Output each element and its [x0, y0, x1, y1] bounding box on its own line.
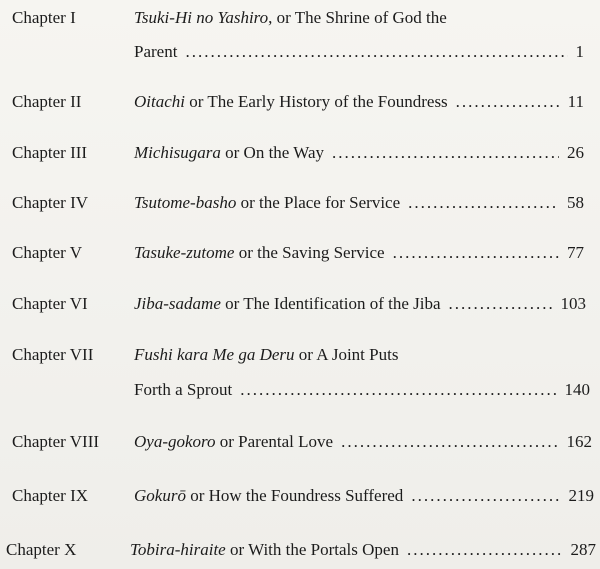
toc-page-number: 219: [568, 486, 594, 505]
dot-leader: [407, 540, 563, 560]
dot-leader: [456, 92, 560, 112]
toc-page-number: 287: [570, 540, 596, 559]
toc-title-japanese: Fushi kara Me ga Deru: [134, 345, 295, 364]
toc-title-english: or On the Way: [220, 143, 325, 162]
dot-leader: [341, 432, 558, 452]
toc-entry-row: [134, 42, 584, 62]
toc-chapter-label: Chapter I: [12, 8, 76, 27]
toc-entry-row: [134, 143, 584, 163]
toc-page-number: 58: [567, 193, 584, 212]
toc-title-english: or the Saving Service: [234, 243, 385, 262]
toc-title-english: or Parental Love: [215, 432, 334, 451]
toc-title-english: , or The Shrine of God the: [268, 8, 447, 27]
toc-page-number: 77: [567, 243, 584, 262]
toc-entry-row: [134, 193, 584, 213]
toc-title-japanese: Gokurō: [134, 486, 186, 505]
toc-title-english: or the Place for Service: [236, 193, 401, 212]
toc-entry-row: [130, 540, 596, 560]
toc-chapter-label: Chapter III: [12, 143, 88, 162]
toc-entry-row: [134, 432, 592, 452]
toc-title-japanese: Tsutome-basho: [134, 193, 237, 212]
dot-leader: [408, 193, 559, 213]
toc-title-english: or A Joint Puts: [294, 345, 399, 364]
dot-leader: [393, 243, 559, 263]
toc-entry-row: [134, 380, 590, 400]
toc-title-japanese: Oitachi: [134, 92, 185, 111]
dot-leader: [240, 380, 556, 400]
toc-title-japanese: Jiba-sadame: [134, 294, 221, 313]
toc-title-japanese: Michisugara: [134, 143, 221, 162]
toc-page-number: 103: [560, 294, 586, 313]
toc-entry-row: [134, 92, 584, 112]
toc-page-number: 162: [566, 432, 592, 451]
dot-leader: [411, 486, 560, 506]
toc-title-english: or The Identification of the Jiba: [220, 294, 441, 313]
toc-page-number: 26: [567, 143, 584, 162]
toc-page-number: 11: [567, 92, 584, 111]
toc-title-continued: Forth a Sprout: [134, 380, 233, 399]
toc-title-english: or The Early History of the Foundress: [185, 92, 448, 111]
dot-leader: [185, 42, 567, 62]
toc-title: [134, 8, 447, 28]
toc-chapter-label: Chapter IX: [12, 486, 89, 505]
toc-title-japanese: Tasuke-zutome: [134, 243, 235, 262]
toc-chapter-label: Chapter VII: [12, 345, 94, 364]
toc-title-japanese: Oya-gokoro: [134, 432, 216, 451]
toc-entry-row: [134, 486, 594, 506]
dot-leader: [332, 143, 559, 163]
toc-title-english: or How the Foundress Suffered: [185, 486, 404, 505]
toc-chapter-label: Chapter II: [12, 92, 82, 111]
dot-leader: [449, 294, 553, 314]
toc-chapter-label: Chapter X: [6, 540, 77, 559]
toc-title-japanese: Tsuki-Hi no Yashiro: [134, 8, 269, 27]
toc-title: [134, 345, 398, 365]
toc-chapter-label: Chapter V: [12, 243, 83, 262]
toc-title-japanese: Tobira-hiraite: [130, 540, 226, 559]
toc-chapter-label: Chapter VI: [12, 294, 88, 313]
toc-chapter-label: Chapter IV: [12, 193, 89, 212]
toc-page-number: 140: [564, 380, 590, 399]
toc-chapter-label: Chapter VIII: [12, 432, 100, 451]
toc-title-continued: Parent: [134, 42, 178, 61]
toc-entry-row: [134, 294, 586, 314]
toc-entry-row: [134, 243, 584, 263]
toc-page-number: 1: [575, 42, 584, 61]
toc-title-english: or With the Portals Open: [225, 540, 399, 559]
